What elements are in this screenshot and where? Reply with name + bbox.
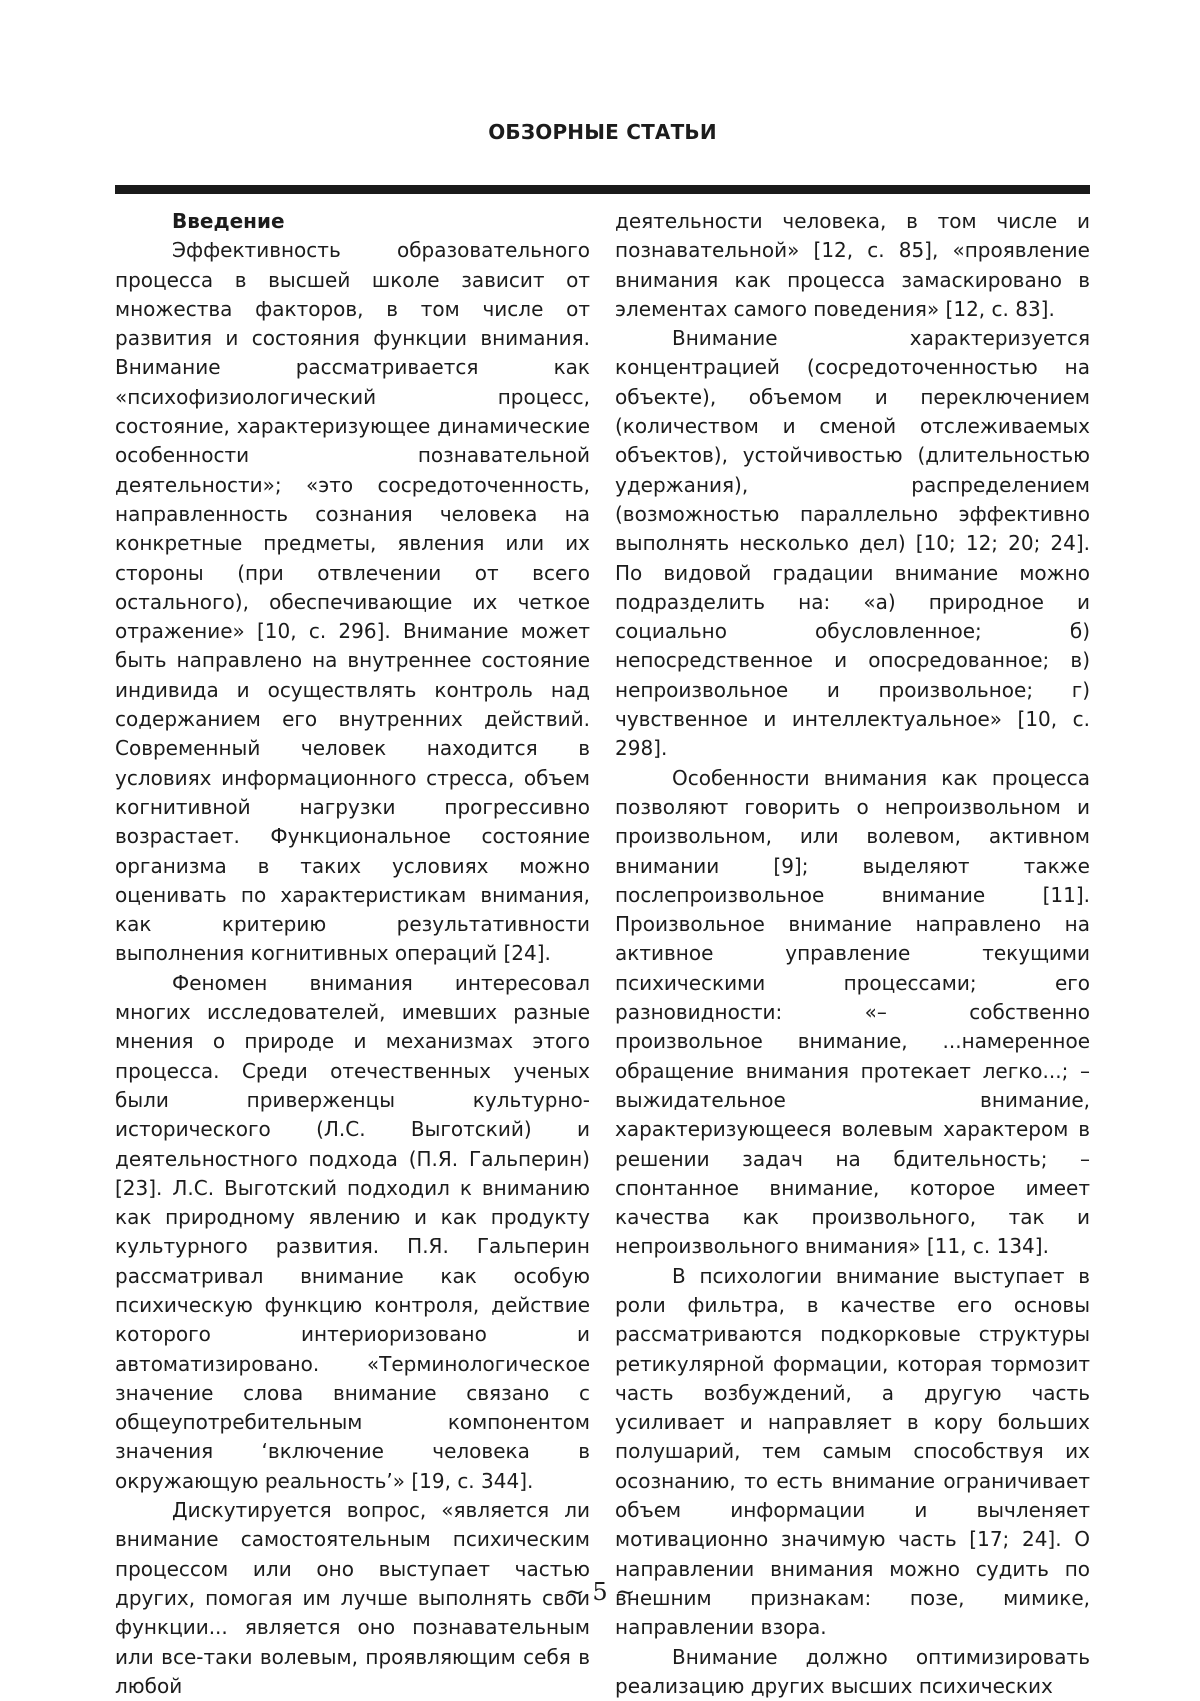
- paragraph: Эффективность образовательного процесса в высшей школе зависит от множества факторов, в том числе от развития и состояния функции внимания. Внимание рассматривается как «психофизиологический процесс, состояние, характеризующее динамические особенности познавательной деятельности»; «это сосредоточенность, направленность сознания человека на конкретные предметы, явления или их стороны (при отвлечении от всего остального), обеспечивающие их четкое отражение» [10, с. 296]. Внимание может быть направлено на внутреннее состояние индивида и осуществлять контроль над содержанием его внутренних действий. Современный человек находится в условиях информационного стресса, объем когнитивной нагрузки прогрессивно возрастает. Функциональное состояние организма в таких условиях можно оценивать по характеристикам внимания, как критерию результативности выполнения когнитивных операций [24].: [115, 238, 590, 966]
- paragraph: Дискутируется вопрос, «является ли внимание самостоятельным психическим процессом или оно выступает частью других, помогая им лучше выполнять свои функции... является оно познавательным или все-таки волевым, проявляющим себя в любой: [115, 1498, 590, 1698]
- paragraph-continuation: деятельности человека, в том числе и познавательной» [12, с. 85], «проявление внимания как процесса замаскировано в элементах самого поведения» [12, с. 83].: [615, 209, 1090, 321]
- section-title: ОБЗОРНЫЕ СТАТЬИ: [488, 120, 717, 144]
- paragraph: В психологии внимание выступает в роли фильтра, в качестве его основы рассматриваются подкорковые структуры ретикулярной формации, которая тормозит часть возбуждений, а другую часть усиливает и направляет в кору больших полушарий, тем самым способствуя их осознанию, то есть внимание ограничивает объем информации и вычленяет мотивационно значимую часть [17; 24]. О направлении внимания можно судить по внешним признакам: позе, мимике, направлении взора.: [615, 1263, 1090, 1640]
- section-heading: Введение: [172, 209, 285, 233]
- right-column: [615, 207, 1090, 1701]
- page-number: ~ 5 ~: [564, 1578, 636, 1606]
- header-rule: [115, 185, 1090, 194]
- paragraph: Внимание должно оптимизировать реализацию других высших психических: [615, 1644, 1090, 1698]
- left-column: [115, 207, 590, 1701]
- paragraph: Особенности внимания как процесса позволяют говорить о непроизвольном и произвольном, или волевом, активном внимании [9]; выделяют также послепроизвольное внимание [11]. Произвольное внимание направлено на активное управление текущими психическими процессами; его разновидности: «– собственно произвольное внимание, ...намеренное обращение внимания протекает легко...; – выжидательное внимание, характеризующееся волевым характером в решении задач на бдительность; – спонтанное внимание, которое имеет качества как произвольного, так и непроизвольного внимания» [11, с. 134].: [615, 765, 1090, 1259]
- paragraph: Внимание характеризуется концентрацией (сосредоточенностью на объекте), объемом и переключением (количеством и сменой отслеживаемых объектов), устойчивостью (длительностью удержания), распределением (возможностью параллельно эффективно выполнять несколько дел) [10; 12; 20; 24]. По видовой градации внимание можно подразделить на: «а) природное и социально обусловленное; б) непосредственное и опосредованное; в) непроизвольное и произвольное; г) чувственное и интеллектуальное» [10, с. 298].: [615, 326, 1090, 761]
- paragraph: Феномен внимания интересовал многих исследователей, имевших разные мнения о природе и механизмах этого процесса. Среди отечественных ученых были приверженцы культурно-исторического (Л.С. Выготский) и деятельностного подхода (П.Я. Гальперин) [23]. Л.С. Выготский подходил к вниманию как природному явлению и как продукту культурного развития. П.Я. Гальперин рассматривал внимание как особую психическую функцию контроля, действие которого интериоризовано и автоматизировано. «Терминологическое значение слова внимание связано с общеупотребительным компонентом значения ‘включение человека в окружающую реальность’» [19, с. 344].: [115, 970, 590, 1493]
